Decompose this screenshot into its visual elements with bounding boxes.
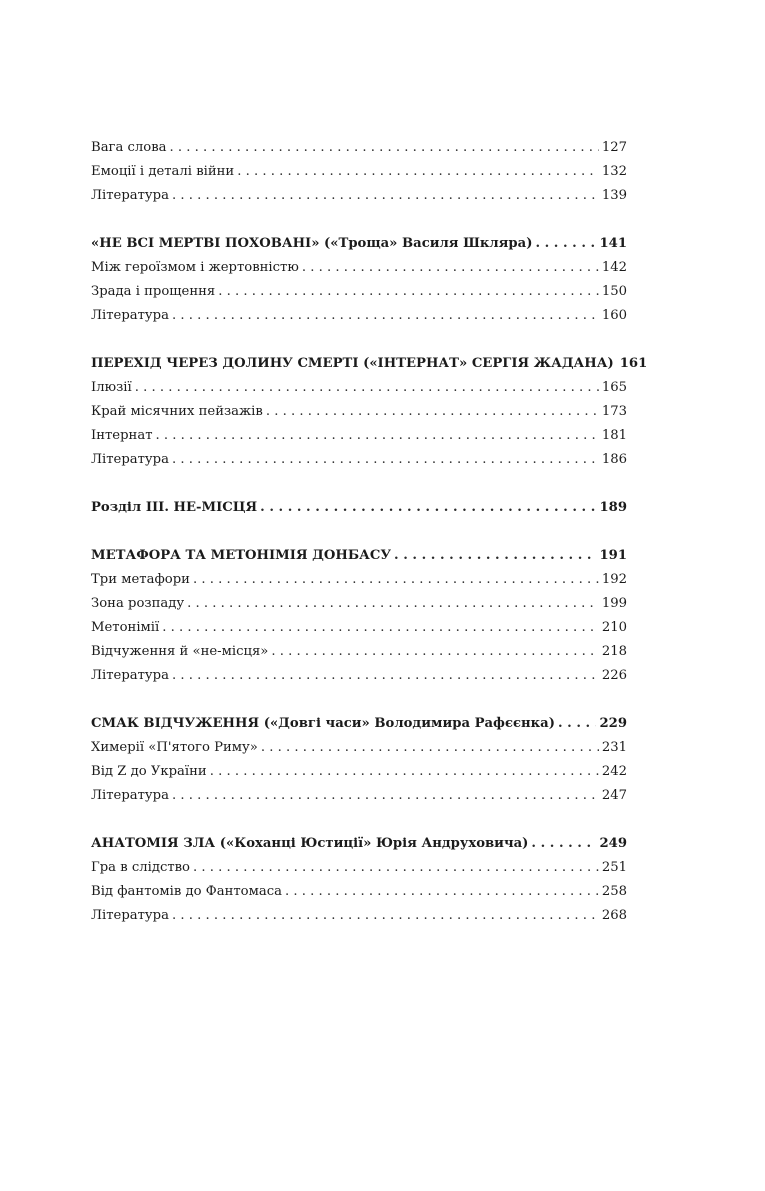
toc-entry-title: Вага слова <box>91 140 167 155</box>
toc-page-number: 218 <box>601 644 627 659</box>
toc-page-number: 268 <box>601 908 627 923</box>
toc-entry <box>91 664 627 688</box>
toc-chapter-entry <box>91 352 648 376</box>
dot-leader <box>172 448 599 472</box>
toc-page-number: 258 <box>601 884 627 899</box>
toc-entry-title: Література <box>91 188 169 203</box>
dot-leader <box>210 760 599 784</box>
toc-entry-title: МЕТАФОРА ТА МЕТОНІМІЯ ДОНБАСУ <box>91 548 392 563</box>
dot-leader <box>261 736 599 760</box>
toc-page-number: 229 <box>599 716 627 731</box>
toc-page-number: 150 <box>601 284 627 299</box>
toc-entry-title: Література <box>91 308 169 323</box>
toc-page-number: 141 <box>599 236 627 251</box>
toc-chapter-entry <box>91 496 627 520</box>
toc-entry-title: Зона розпаду <box>91 596 185 611</box>
toc-entry-title: Гра в слідство <box>91 860 190 875</box>
toc-entry <box>91 160 627 184</box>
toc-entry-title: Між героїзмом і жертовністю <box>91 260 299 275</box>
table-of-contents <box>91 136 648 952</box>
toc-entry <box>91 616 627 640</box>
dot-leader <box>271 640 598 664</box>
toc-entry <box>91 568 627 592</box>
dot-leader <box>531 832 596 856</box>
toc-page-number: 161 <box>619 356 648 371</box>
toc-entry <box>91 280 627 304</box>
toc-entry-title: Ілюзії <box>91 380 132 395</box>
toc-section <box>91 496 627 520</box>
dot-leader <box>218 280 599 304</box>
toc-entry <box>91 736 627 760</box>
toc-entry-title: Інтернат <box>91 428 153 443</box>
toc-entry-title: «НЕ ВСІ МЕРТВІ ПОХОВАНІ» («Троща» Василя Шкляра) <box>91 236 533 251</box>
dot-leader <box>285 880 599 904</box>
dot-leader <box>135 376 599 400</box>
dot-leader <box>558 712 597 736</box>
toc-page-number: 127 <box>601 140 627 155</box>
toc-page-number: 247 <box>601 788 627 803</box>
toc-entry-title: Література <box>91 788 169 803</box>
dot-leader <box>193 568 599 592</box>
dot-leader <box>187 592 599 616</box>
toc-page-number: 160 <box>601 308 627 323</box>
toc-entry-title: Химерії «П'ятого Риму» <box>91 740 258 755</box>
toc-entry-title: Три метафори <box>91 572 190 587</box>
toc-section <box>91 352 648 472</box>
dot-leader <box>266 400 599 424</box>
dot-leader <box>172 784 599 808</box>
toc-entry <box>91 376 627 400</box>
dot-leader <box>172 904 599 928</box>
toc-chapter-entry <box>91 712 627 736</box>
toc-section <box>91 832 627 928</box>
dot-leader <box>193 856 599 880</box>
toc-entry-title: Розділ ІІІ. НЕ-МІСЦЯ <box>91 500 258 515</box>
toc-entry <box>91 448 627 472</box>
toc-page-number: 173 <box>601 404 627 419</box>
toc-page-number: 199 <box>601 596 627 611</box>
toc-page-number: 191 <box>599 548 627 563</box>
dot-leader <box>156 424 599 448</box>
toc-chapter-entry <box>91 832 627 856</box>
toc-page-number: 132 <box>601 164 627 179</box>
toc-entry <box>91 856 627 880</box>
toc-section <box>91 544 627 688</box>
toc-entry-title: Література <box>91 668 169 683</box>
toc-page-number: 226 <box>601 668 627 683</box>
toc-entry <box>91 592 627 616</box>
toc-page-number: 139 <box>601 188 627 203</box>
toc-entry-title: СМАК ВІДЧУЖЕННЯ («Довгі часи» Володимира Рафєєнка) <box>91 716 555 731</box>
dot-leader <box>260 496 596 520</box>
toc-page-number: 210 <box>601 620 627 635</box>
toc-entry-title: Емоції і деталі війни <box>91 164 235 179</box>
toc-entry <box>91 400 627 424</box>
toc-entry-title: Метонімії <box>91 620 160 635</box>
toc-page-number: 192 <box>601 572 627 587</box>
dot-leader <box>170 136 599 160</box>
toc-page-number: 231 <box>601 740 627 755</box>
toc-entry <box>91 256 627 280</box>
toc-entry <box>91 760 627 784</box>
toc-entry-title: АНАТОМІЯ ЗЛА («Коханці Юстиції» Юрія Андруховича) <box>91 836 529 851</box>
toc-entry-title: Література <box>91 908 169 923</box>
toc-page-number: 186 <box>601 452 627 467</box>
toc-section <box>91 232 627 328</box>
toc-entry <box>91 904 627 928</box>
dot-leader <box>394 544 596 568</box>
toc-section <box>91 136 627 208</box>
toc-entry <box>91 424 627 448</box>
toc-page-number: 142 <box>601 260 627 275</box>
toc-page-number: 165 <box>601 380 627 395</box>
toc-entry-title: Від фантомів до Фантомаса <box>91 884 282 899</box>
dot-leader <box>302 256 599 280</box>
toc-entry-title: ПЕРЕХІД ЧЕРЕЗ ДОЛИНУ СМЕРТІ («ІНТЕРНАТ» СЕРГІЯ ЖАДАНА) <box>91 356 614 371</box>
dot-leader <box>172 184 599 208</box>
toc-entry <box>91 304 627 328</box>
toc-page-number: 251 <box>601 860 627 875</box>
dot-leader <box>172 304 599 328</box>
toc-chapter-entry <box>91 232 627 256</box>
toc-entry-title: Відчуження й «не-місця» <box>91 644 269 659</box>
dot-leader <box>172 664 599 688</box>
toc-page-number: 189 <box>599 500 627 515</box>
toc-page-number: 242 <box>601 764 627 779</box>
dot-leader <box>162 616 599 640</box>
dot-leader <box>535 232 596 256</box>
toc-entry-title: Література <box>91 452 169 467</box>
toc-entry <box>91 640 627 664</box>
toc-entry-title: Зрада і прощення <box>91 284 216 299</box>
toc-entry <box>91 784 627 808</box>
toc-section <box>91 712 627 808</box>
toc-entry <box>91 136 627 160</box>
dot-leader <box>237 160 599 184</box>
toc-page-number: 181 <box>601 428 627 443</box>
toc-entry <box>91 880 627 904</box>
toc-entry-title: Край місячних пейзажів <box>91 404 263 419</box>
toc-chapter-entry <box>91 544 627 568</box>
toc-entry <box>91 184 627 208</box>
toc-page-number: 249 <box>599 836 627 851</box>
toc-entry-title: Від Z до України <box>91 764 207 779</box>
